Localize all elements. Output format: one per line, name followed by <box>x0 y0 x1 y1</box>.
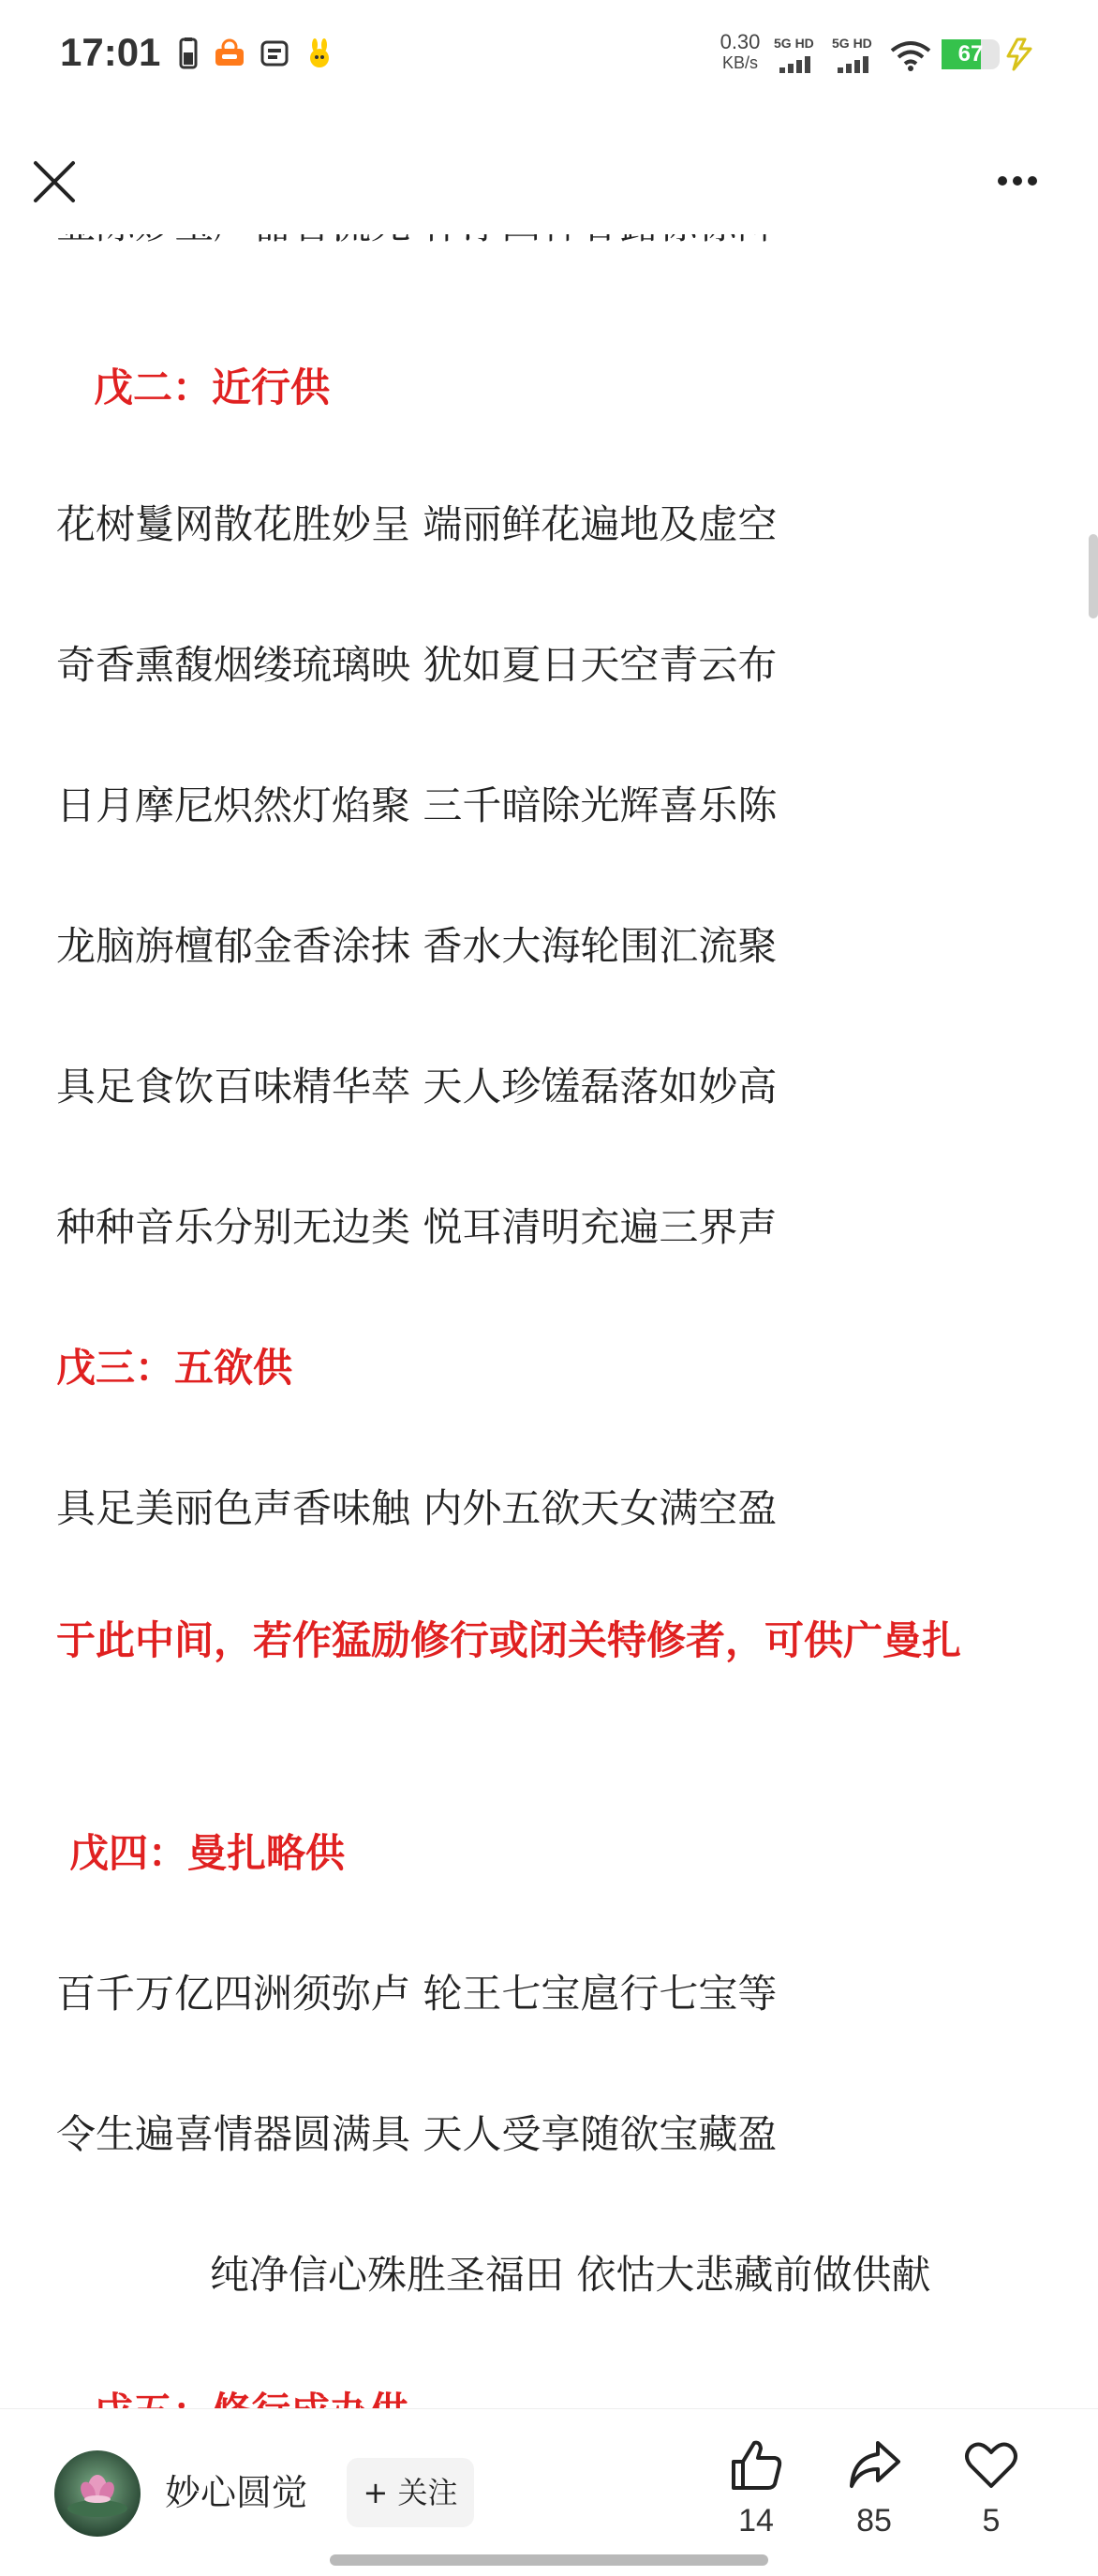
verse-line: 令生遍喜情器圆满具 天人受享随欲宝藏盈 <box>56 2111 778 2157</box>
article-body <box>0 234 1098 2408</box>
verse-line: 具足食饮百味精华萃 天人珍馐磊落如妙高 <box>56 1064 778 1109</box>
verse-line: 奇香熏馥烟缕琉璃映 犹如夏日天空青云布 <box>56 642 778 688</box>
like-count: 14 <box>738 2503 774 2539</box>
sim2-label: 5G HD <box>832 36 872 51</box>
favorite-button[interactable] <box>944 2437 1038 2559</box>
status-bar <box>0 0 1098 112</box>
author-name[interactable]: 妙心圆觉 <box>165 2472 308 2513</box>
top-navigation <box>0 112 1098 234</box>
sim1-signal <box>774 36 821 73</box>
thumbs-up-icon <box>728 2437 784 2494</box>
heart-icon <box>963 2437 1019 2494</box>
follow-button[interactable]: + 关注 <box>347 2458 474 2527</box>
verse-line: 种种音乐分别无边类 悦耳清明充遍三界声 <box>56 1204 778 1250</box>
network-speed-value: 0.30 <box>720 30 761 53</box>
charging-icon <box>1004 37 1034 71</box>
share-count: 85 <box>856 2503 892 2539</box>
sim1-label: 5G HD <box>774 36 814 51</box>
verse-line: 纯净信心殊胜圣福田 依怙大悲藏前做供献 <box>210 2252 931 2298</box>
instruction-note: 于此中间，若作猛励修行或闭关特修者，可供广曼扎 <box>56 1617 962 1663</box>
status-time: 17:01 <box>60 30 161 74</box>
section-heading: 戊三：五欲供 <box>56 1345 293 1391</box>
pet-notification-icon <box>305 37 334 69</box>
share-button[interactable] <box>827 2437 921 2559</box>
app-notification-icon <box>214 37 245 69</box>
network-speed <box>712 32 768 73</box>
close-icon[interactable] <box>28 156 81 208</box>
network-speed-unit: KB/s <box>721 53 758 72</box>
author-avatar[interactable] <box>54 2450 141 2537</box>
message-notification-icon <box>260 37 289 69</box>
section-heading: 戊二：近行供 <box>94 365 331 410</box>
verse-line: 具足美丽色声香味触 内外五欲天女满空盈 <box>56 1485 778 1531</box>
battery-percent: 67 <box>957 41 984 67</box>
favorite-count: 5 <box>982 2503 1001 2539</box>
like-button[interactable] <box>709 2437 803 2559</box>
verse-line: 龙脑旃檀郁金香涂抹 香水大海轮围汇流聚 <box>56 923 778 969</box>
home-indicator[interactable] <box>330 2554 768 2566</box>
wifi-icon <box>890 39 931 71</box>
more-options-icon[interactable] <box>995 167 1051 195</box>
battery-saver-icon <box>174 37 202 69</box>
section-heading: 戊四：曼扎略供 <box>69 1830 346 1876</box>
battery-indicator <box>942 39 1000 69</box>
verse-line: 百千万亿四洲须弥卢 轮王七宝扈行七宝等 <box>56 1971 778 2017</box>
verse-line: 花树鬘网散花胜妙呈 端丽鲜花遍地及虚空 <box>56 501 778 547</box>
verse-line: 日月摩尼炽然灯焰聚 三千暗除光辉喜乐陈 <box>56 782 778 828</box>
share-arrow-icon <box>846 2437 902 2494</box>
bottom-action-bar <box>0 2408 1098 2576</box>
sim2-signal <box>832 36 879 73</box>
signal-bars-icon <box>838 55 871 73</box>
signal-bars-icon <box>779 55 813 73</box>
scrollbar-thumb[interactable] <box>1089 534 1098 618</box>
